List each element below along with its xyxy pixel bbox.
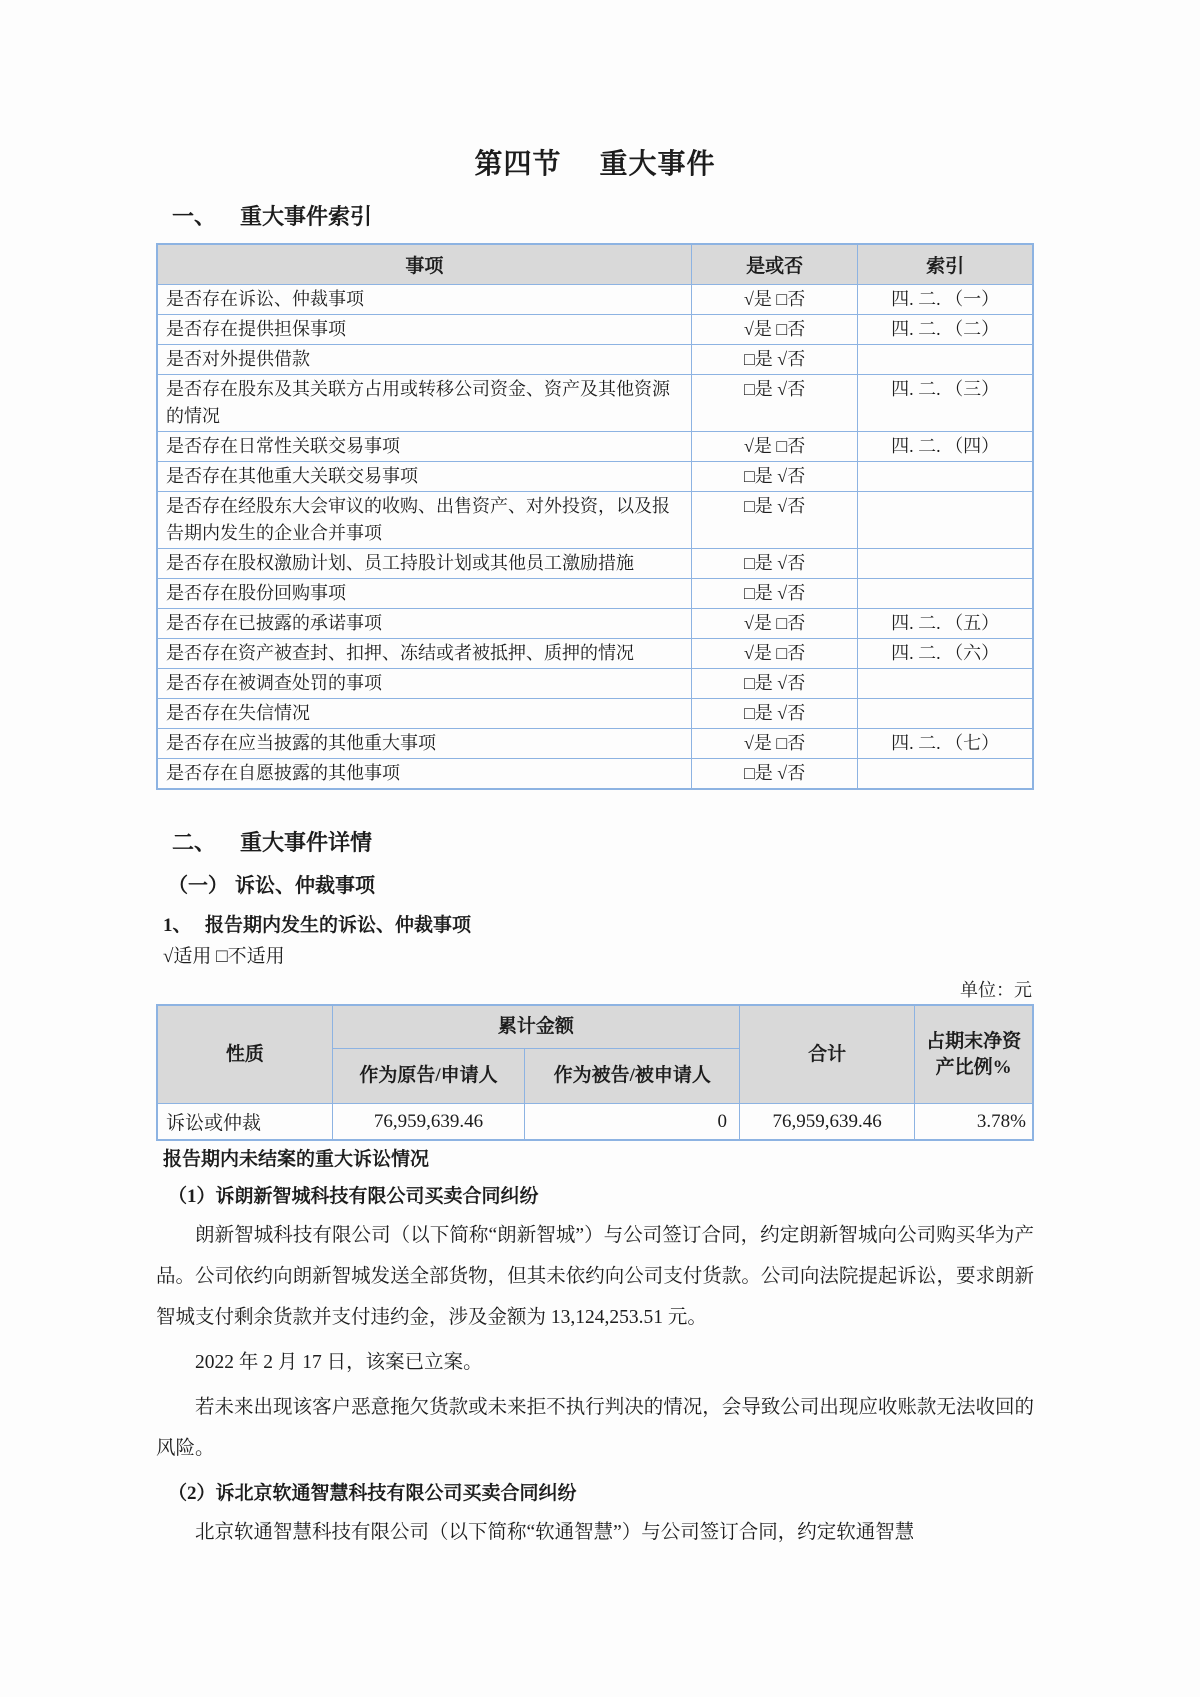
index-cell: 四. 二. （三）: [858, 375, 1033, 432]
item-cell: 是否存在资产被查封、扣押、冻结或者被抵押、质押的情况: [157, 639, 691, 669]
unit-note: 单位：元: [960, 980, 1032, 1000]
table-row: [157, 345, 1033, 375]
header-net-asset-ratio: 占期末净资产比例%: [915, 1005, 1033, 1104]
total-amount-cell: 76,959,639.46: [740, 1104, 915, 1141]
table-row: [157, 609, 1033, 639]
item-cell: 是否存在股权激励计划、员工持股计划或其他员工激励措施: [157, 549, 691, 579]
item-cell: 是否存在被调查处罚的事项: [157, 669, 691, 699]
index-cell: [858, 699, 1033, 729]
section-index-number: 一、: [172, 204, 217, 229]
case2-title: （2）诉北京软通智慧科技有限公司买卖合同纠纷: [168, 1482, 577, 1504]
choice-cell: √是 □否: [691, 729, 857, 759]
choice-cell: □是 √否: [691, 375, 857, 432]
item-cell: 是否存在已披露的承诺事项: [157, 609, 691, 639]
index-cell: 四. 二. （七）: [858, 729, 1033, 759]
page-title-name: 重大事件: [599, 149, 716, 180]
major-events-index-table: [156, 243, 1034, 790]
choice-cell: □是 √否: [691, 492, 857, 549]
index-cell: [858, 669, 1033, 699]
table-row: [157, 729, 1033, 759]
item-cell: 是否存在股份回购事项: [157, 579, 691, 609]
header-as-plaintiff: 作为原告/申请人: [332, 1049, 525, 1104]
choice-cell: √是 □否: [691, 609, 857, 639]
item-cell: 是否存在日常性关联交易事项: [157, 432, 691, 462]
defendant-amount-cell: 0: [525, 1104, 740, 1141]
amount-table-data-row: [157, 1104, 1033, 1141]
applicability-line: √适用 □不适用: [163, 946, 285, 967]
litigation-item-number: 1、: [163, 915, 192, 936]
table-row: [157, 432, 1033, 462]
index-cell: [858, 549, 1033, 579]
table-row: [157, 639, 1033, 669]
item-cell: 是否存在经股东大会审议的收购、出售资产、对外投资，以及报告期内发生的企业合并事项: [157, 492, 691, 549]
section-details-number: 二、: [172, 830, 217, 855]
litigation-amount-table: [156, 1004, 1034, 1141]
table-row: [157, 285, 1033, 315]
item-cell: 是否对外提供借款: [157, 345, 691, 375]
page-title-section: 第四节: [474, 149, 562, 180]
litigation-subheading-number: （一）: [168, 875, 228, 897]
index-cell: 四. 二. （二）: [858, 315, 1033, 345]
amount-table-header-row-1: [157, 1005, 1033, 1049]
item-cell: 是否存在提供担保事项: [157, 315, 691, 345]
index-cell: [858, 492, 1033, 549]
choice-cell: □是 √否: [691, 759, 857, 790]
table-row: [157, 315, 1033, 345]
choice-cell: √是 □否: [691, 639, 857, 669]
table-row: [157, 375, 1033, 432]
index-cell: [858, 759, 1033, 790]
table-row: [157, 669, 1033, 699]
section-details-title: 重大事件详情: [240, 830, 373, 855]
item-cell: 是否存在应当披露的其他重大事项: [157, 729, 691, 759]
item-cell: 是否存在自愿披露的其他事项: [157, 759, 691, 790]
litigation-subheading-title: 诉讼、仲裁事项: [235, 875, 375, 897]
choice-cell: √是 □否: [691, 432, 857, 462]
header-item: 事项: [157, 244, 691, 285]
choice-cell: □是 √否: [691, 579, 857, 609]
choice-cell: √是 □否: [691, 315, 857, 345]
header-as-defendant: 作为被告/被申请人: [525, 1049, 740, 1104]
choice-cell: □是 √否: [691, 462, 857, 492]
header-index: 索引: [858, 244, 1033, 285]
table-row: [157, 579, 1033, 609]
litigation-item-title: 报告期内发生的诉讼、仲裁事项: [205, 915, 472, 936]
plaintiff-amount-cell: 76,959,639.46: [332, 1104, 525, 1141]
choice-cell: □是 √否: [691, 549, 857, 579]
index-cell: 四. 二. （五）: [858, 609, 1033, 639]
index-cell: [858, 345, 1033, 375]
header-cumulative-amount: 累计金额: [332, 1005, 739, 1049]
choice-cell: □是 √否: [691, 699, 857, 729]
index-cell: [858, 462, 1033, 492]
case2-paragraph-1: 北京软通智慧科技有限公司（以下简称“软通智慧”）与公司签订合同，约定软通智慧: [195, 1522, 915, 1544]
header-yes-no: 是或否: [691, 244, 857, 285]
case1-paragraph-1: 朗新智城科技有限公司（以下简称“朗新智城”）与公司签订合同，约定朗新智城向公司购买华为产品。公司依约向朗新智城发送全部货物，但其未依约向公司支付货款。公司向法院提起诉讼，要求朗新智城支付剩余货款并支付违约金，涉及金额为 13,124,253.51 元。: [156, 1225, 1034, 1328]
item-cell: 是否存在诉讼、仲裁事项: [157, 285, 691, 315]
case1-title: （1）诉朗新智城科技有限公司买卖合同纠纷: [168, 1185, 539, 1207]
section-index-heading: [156, 200, 1034, 231]
index-table-header-row: [157, 244, 1033, 285]
index-cell: [858, 579, 1033, 609]
case1-paragraph-3: 若未来出现该客户恶意拖欠货款或未来拒不执行判决的情况，会导致公司出现应收账款无法收回的风险。: [156, 1396, 1034, 1459]
choice-cell: √是 □否: [691, 285, 857, 315]
litigation-subheading: [156, 869, 1034, 898]
section-index-title: 重大事件索引: [240, 204, 373, 229]
header-nature: 性质: [157, 1005, 332, 1104]
header-total: 合计: [740, 1005, 915, 1104]
ratio-cell: 3.78%: [915, 1104, 1033, 1141]
choice-cell: □是 √否: [691, 345, 857, 375]
nature-cell: 诉讼或仲裁: [157, 1104, 332, 1141]
section-details-heading: [156, 826, 1034, 857]
table-row: [157, 492, 1033, 549]
item-cell: 是否存在失信情况: [157, 699, 691, 729]
litigation-item-heading: [156, 910, 1034, 937]
item-cell: 是否存在股东及其关联方占用或转移公司资金、资产及其他资源的情况: [157, 375, 691, 432]
item-cell: 是否存在其他重大关联交易事项: [157, 462, 691, 492]
index-cell: 四. 二. （六）: [858, 639, 1033, 669]
table-row: [157, 549, 1033, 579]
index-cell: 四. 二. （四）: [858, 432, 1033, 462]
pending-cases-title: 报告期内未结案的重大诉讼情况: [163, 1149, 430, 1170]
case1-paragraph-2: 2022 年 2 月 17 日，该案已立案。: [195, 1351, 483, 1373]
choice-cell: □是 √否: [691, 669, 857, 699]
page-title: [156, 142, 1034, 182]
table-row: [157, 699, 1033, 729]
index-cell: 四. 二. （一）: [858, 285, 1033, 315]
table-row: [157, 462, 1033, 492]
table-row: [157, 759, 1033, 790]
